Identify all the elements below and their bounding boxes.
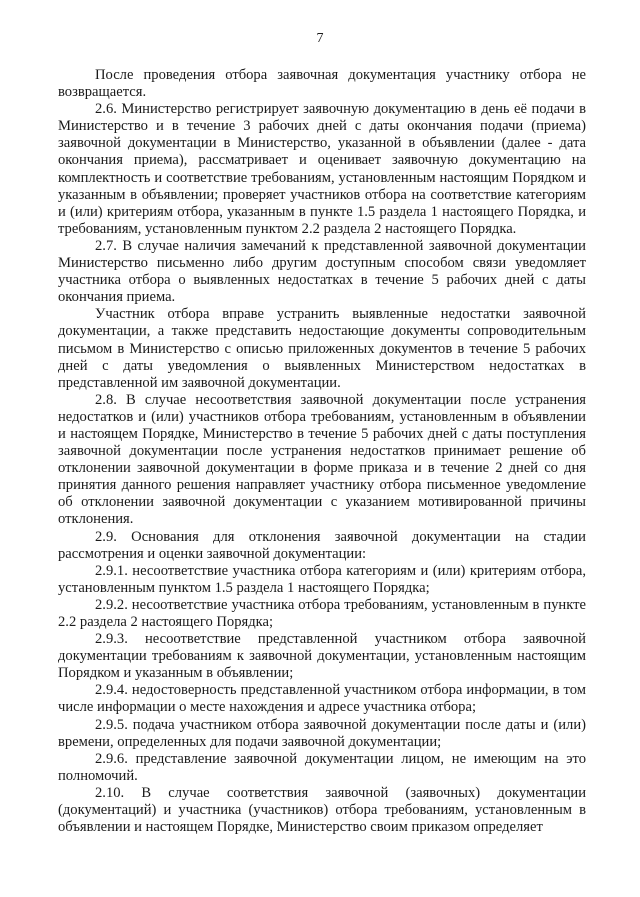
paragraph-2-10: 2.10. В случае соответствия заявочной (заявочных) документации (документаций) и участника (участников) отбора требованиям, установленным в объявлении и настоящем Порядке, Министерство своим приказом определяет (58, 784, 586, 836)
paragraph-participant-right: Участник отбора вправе устранить выявленные недостатки заявочной документации, а также представить недостающие документы сопроводительным письмом в Министерство с описью приложенных документов в течение 5 рабочих дней с даты уведомления о выявленных Министерством недостатках в представленной им заявочной документации. (58, 306, 586, 391)
paragraph-2-9-2: 2.9.2. несоответствие участника отбора требованиям, установленным в пункте 2.2 раздела 2 настоящего Порядка; (58, 596, 586, 630)
paragraph-2-8: 2.8. В случае несоответствия заявочной документации после устранения недостатков и (или) участников отбора требованиям, установленным в объявлении и настоящем Порядке, Министерство в течение 5 рабочих дней с даты поступления заявочной документации после устранения недостатков принимает решение об отклонении заявочной документации в форме приказа и в течение 2 дней со дня принятия данного решения направляет участнику отбора письменное уведомление об отклонении заявочной документации с указанием мотивированной причины отклонения. (58, 391, 586, 528)
document-body (58, 67, 586, 836)
paragraph-2-9-5: 2.9.5. подача участником отбора заявочной документации после даты и (или) времени, определенных для подачи заявочной документации; (58, 716, 586, 750)
paragraph-2-9-6: 2.9.6. представление заявочной документации лицом, не имеющим на это полномочий. (58, 750, 586, 784)
paragraph-2-9-3: 2.9.3. несоответствие представленной участником отбора заявочной документации требованиям к заявочной документации, установленным настоящим Порядком и указанным в объявлении; (58, 631, 586, 682)
paragraph-2-9: 2.9. Основания для отклонения заявочной документации на стадии рассмотрения и оценки заявочной документации: (58, 528, 586, 562)
paragraph-2-6: 2.6. Министерство регистрирует заявочную документацию в день её подачи в Министерство и в течение 3 рабочих дней с даты окончания подачи (приема) заявочной документации в Министерство, указанной в объявлении (далее - дата окончания приема), рассматривает и оценивает заявочную документацию на комплектность и соответствие требованиям, установленным настоящим Порядком и указанным в объявлении; проверяет участников отбора на соответствие категориям и (или) критериям отбора, указанным в пункте 1.5 раздела 1 настоящего Порядка, и требованиям, установленным пунктом 2.2 раздела 2 настоящего Порядка. (58, 101, 586, 237)
paragraph-2-7: 2.7. В случае наличия замечаний к представленной заявочной документации Министерство письменно либо другим доступным способом связи уведомляет участника отбора о выявленных недостатках в течение 5 рабочих дней с даты окончания приема. (58, 237, 586, 306)
paragraph-return-of-documents: После проведения отбора заявочная документация участнику отбора не возвращается. (58, 67, 586, 101)
paragraph-2-9-4: 2.9.4. недостоверность представленной участником отбора информации, в том числе информации о месте нахождения и адресе участника отбора; (58, 682, 586, 716)
paragraph-2-9-1: 2.9.1. несоответствие участника отбора категориям и (или) критериям отбора, установленным пунктом 1.5 раздела 1 настоящего Порядка; (58, 562, 586, 596)
page-number: 7 (316, 31, 324, 46)
